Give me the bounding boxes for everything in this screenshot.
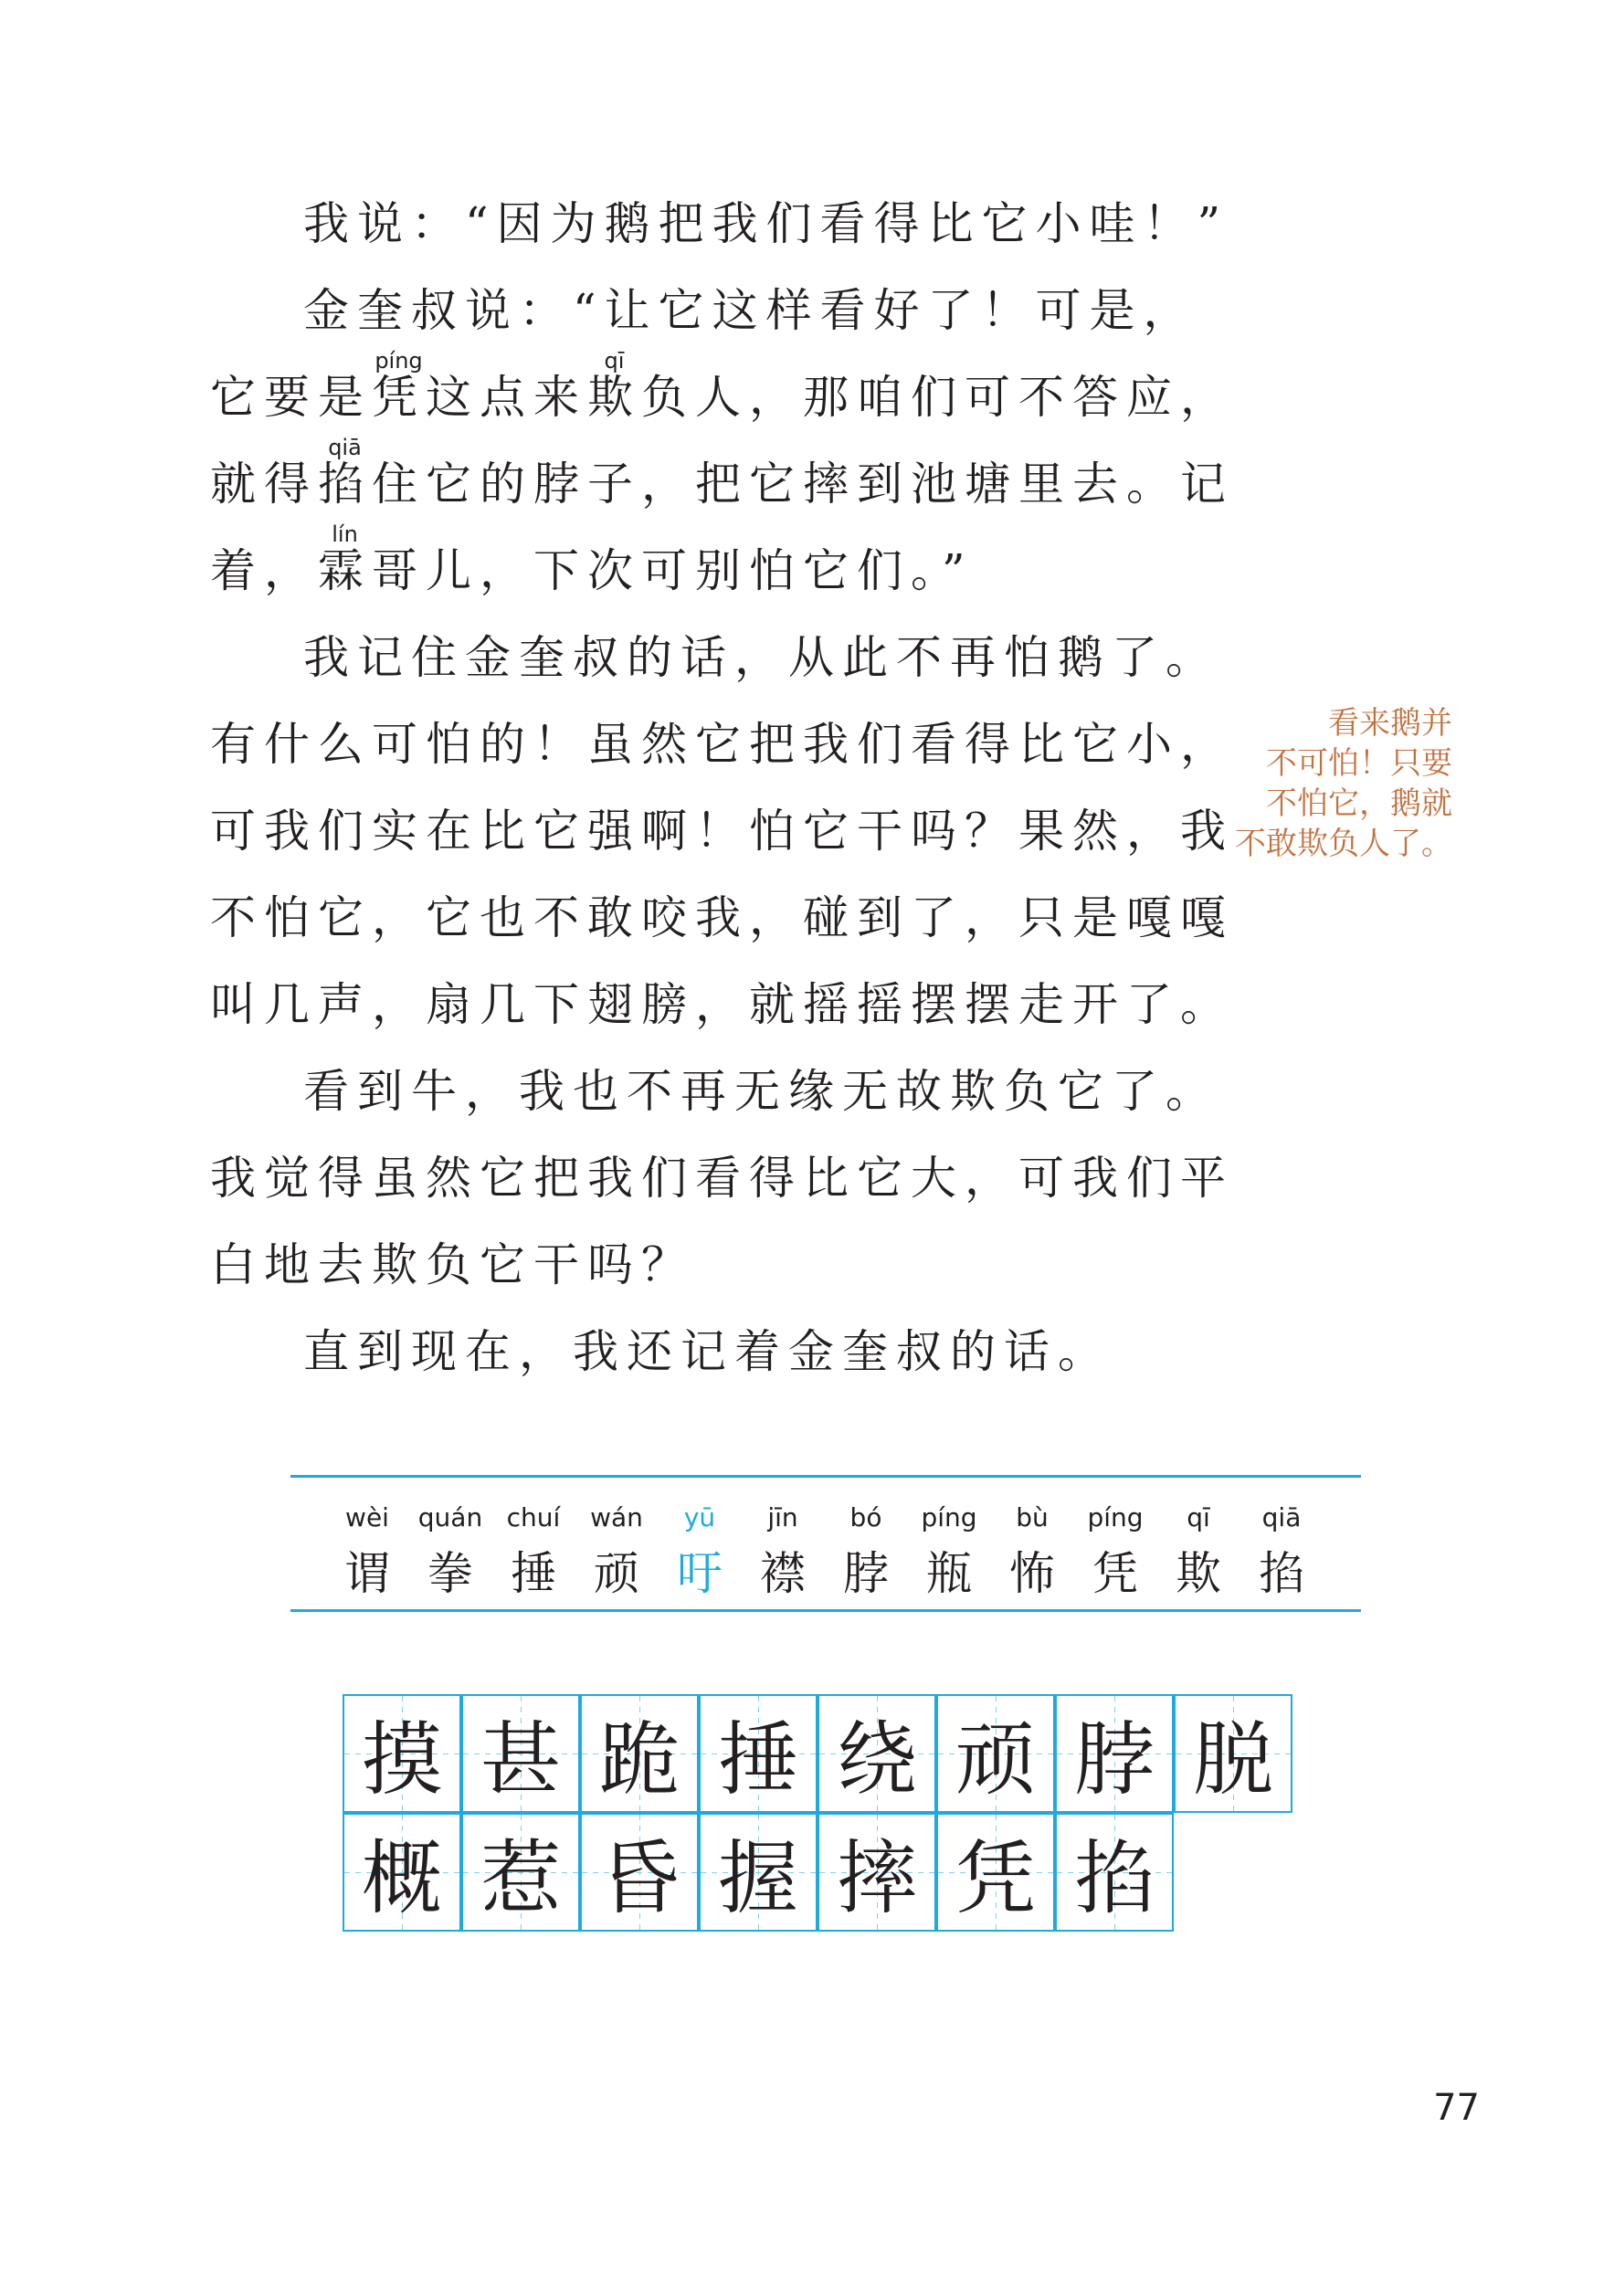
pinyin-annotation: qiā (328, 435, 362, 460)
paragraph-line: 我觉得虽然它把我们看得比它大，可我们平 (210, 1152, 1234, 1205)
vocab-pinyin: wán (590, 1502, 643, 1532)
vocab-char: 脖 (843, 1547, 889, 1600)
writing-cell (580, 1813, 699, 1932)
margin-note-line: 不可怕！只要 (1266, 745, 1452, 782)
margin-note (1215, 703, 1452, 864)
paragraph-line: 白地去欺负它干吗？ (210, 1238, 695, 1291)
vocab-char: 凭 (1092, 1547, 1138, 1600)
annotated-char-text: 欺 (587, 371, 641, 424)
vocab-item (826, 1502, 906, 1603)
text-run: 住它的脖子，把它摔到池塘里去。记 (372, 458, 1234, 511)
vocab-item (327, 1502, 407, 1603)
vocab-char: 掐 (1259, 1547, 1304, 1600)
vocab-pinyin: píng (921, 1502, 977, 1532)
vocab-item (410, 1502, 491, 1603)
writing-char: 掐 (1073, 1831, 1155, 1925)
paragraph-line (210, 521, 974, 598)
vocab-item (1075, 1502, 1155, 1603)
writing-char: 跪 (598, 1712, 680, 1806)
writing-cell (461, 1813, 580, 1932)
paragraph-line (210, 435, 1234, 511)
vocab-item (659, 1502, 740, 1603)
writing-char: 捶 (717, 1712, 798, 1806)
vocab-item (493, 1502, 574, 1603)
annotated-char-text: 掐 (318, 458, 372, 511)
writing-char: 绕 (836, 1712, 917, 1806)
text-run: 它要是 (210, 371, 372, 424)
writing-cell (936, 1813, 1055, 1932)
vocab-item (1158, 1502, 1239, 1603)
vocab-char: 欺 (1176, 1547, 1221, 1600)
paragraph-line: 看到牛，我也不再无缘无故欺负它了。 (303, 1065, 1219, 1118)
writing-cell (1055, 1694, 1174, 1813)
paragraph-line: 我说：“因为鹅把我们看得比它小哇！” (303, 197, 1229, 250)
vocab-char: 怖 (1009, 1547, 1055, 1600)
text-run: 负人，那咱们可不答应， (641, 371, 1234, 424)
vocab-char: 顽 (594, 1547, 639, 1600)
vocab-char: 拳 (427, 1547, 473, 1600)
annotated-char-text: 霖 (318, 544, 372, 597)
vocab-char: 吁 (677, 1547, 723, 1600)
vocab-pinyin: píng (1087, 1502, 1144, 1532)
writing-cell (1055, 1813, 1174, 1932)
writing-cell (580, 1694, 699, 1813)
paragraph-line: 可我们实在比它强啊！怕它干吗？果然，我 (210, 805, 1234, 858)
margin-note-line: 不敢欺负人了。 (1235, 826, 1452, 862)
vocab-pinyin: wèi (345, 1502, 389, 1532)
vocab-pinyin: quán (417, 1502, 483, 1532)
annotated-char (318, 435, 372, 511)
writing-cell (818, 1694, 936, 1813)
paragraph-line: 不怕它，它也不敢咬我，碰到了，只是嘎嘎 (210, 891, 1234, 944)
vocab-item (992, 1502, 1072, 1603)
text-run: 着， (210, 544, 318, 597)
vocab-pinyin: yū (683, 1502, 716, 1532)
recognition-characters (290, 1475, 1361, 1612)
margin-note-line: 不怕它，鹅就 (1266, 785, 1452, 822)
vocab-char: 捶 (511, 1547, 556, 1600)
writing-cell (936, 1694, 1055, 1813)
vocab-item (743, 1502, 823, 1603)
pinyin-annotation: lín (332, 521, 358, 547)
text-run: 就得 (210, 458, 318, 511)
writing-cell (461, 1694, 580, 1813)
writing-char: 甚 (480, 1712, 561, 1806)
margin-note-line: 看来鹅并 (1328, 705, 1452, 742)
text-run: 哥儿，下次可别怕它们。” (372, 544, 974, 597)
annotated-char (372, 348, 426, 425)
pinyin-annotation: qī (604, 348, 625, 374)
vocab-item (909, 1502, 989, 1603)
paragraph-line: 有什么可怕的！虽然它把我们看得比它小， (210, 718, 1234, 771)
annotated-char (318, 521, 372, 598)
writing-char: 惹 (480, 1831, 561, 1925)
writing-cell (1174, 1694, 1292, 1813)
paragraph-line: 金奎叔说：“让它这样看好了！可是， (303, 284, 1197, 337)
vocab-char: 瓶 (926, 1547, 972, 1600)
vocab-top-rule (290, 1475, 1361, 1478)
pinyin-annotation: píng (374, 348, 423, 374)
vocab-bottom-rule (290, 1609, 1361, 1612)
writing-char: 概 (361, 1831, 442, 1925)
annotated-char (587, 348, 641, 425)
vocab-item (1241, 1502, 1322, 1603)
writing-char: 摔 (836, 1831, 917, 1925)
vocab-item (576, 1502, 657, 1603)
writing-char: 摸 (361, 1712, 442, 1806)
writing-char: 握 (717, 1831, 798, 1925)
writing-char: 凭 (955, 1831, 1036, 1925)
paragraph-line: 我记住金奎叔的话，从此不再怕鹅了。 (303, 631, 1219, 684)
writing-cell (699, 1813, 818, 1932)
vocab-pinyin: bù (1016, 1502, 1049, 1532)
vocab-pinyin: qī (1187, 1502, 1210, 1532)
vocab-char: 谓 (344, 1547, 390, 1600)
writing-cell (343, 1694, 461, 1813)
vocab-pinyin: qiā (1261, 1502, 1302, 1532)
annotated-char-text: 凭 (372, 371, 426, 424)
vocab-char: 襟 (760, 1547, 806, 1600)
paragraph-line (210, 348, 1234, 425)
writing-char: 顽 (955, 1712, 1036, 1806)
text-run: 这点来 (426, 371, 587, 424)
writing-cell (818, 1813, 936, 1932)
writing-char: 昏 (598, 1831, 680, 1925)
vocab-pinyin: chuí (506, 1502, 561, 1532)
writing-char: 脖 (1073, 1712, 1155, 1806)
paragraph-line: 直到现在，我还记着金奎叔的话。 (303, 1325, 1112, 1378)
writing-cell (343, 1813, 461, 1932)
page-number: 77 (1433, 2087, 1480, 2129)
writing-cell (699, 1694, 818, 1813)
vocab-pinyin: jīn (767, 1502, 798, 1532)
paragraph-line: 叫几声，扇几下翅膀，就摇摇摆摆走开了。 (210, 978, 1234, 1031)
writing-char: 脱 (1192, 1712, 1273, 1806)
vocab-pinyin: bó (849, 1502, 882, 1532)
